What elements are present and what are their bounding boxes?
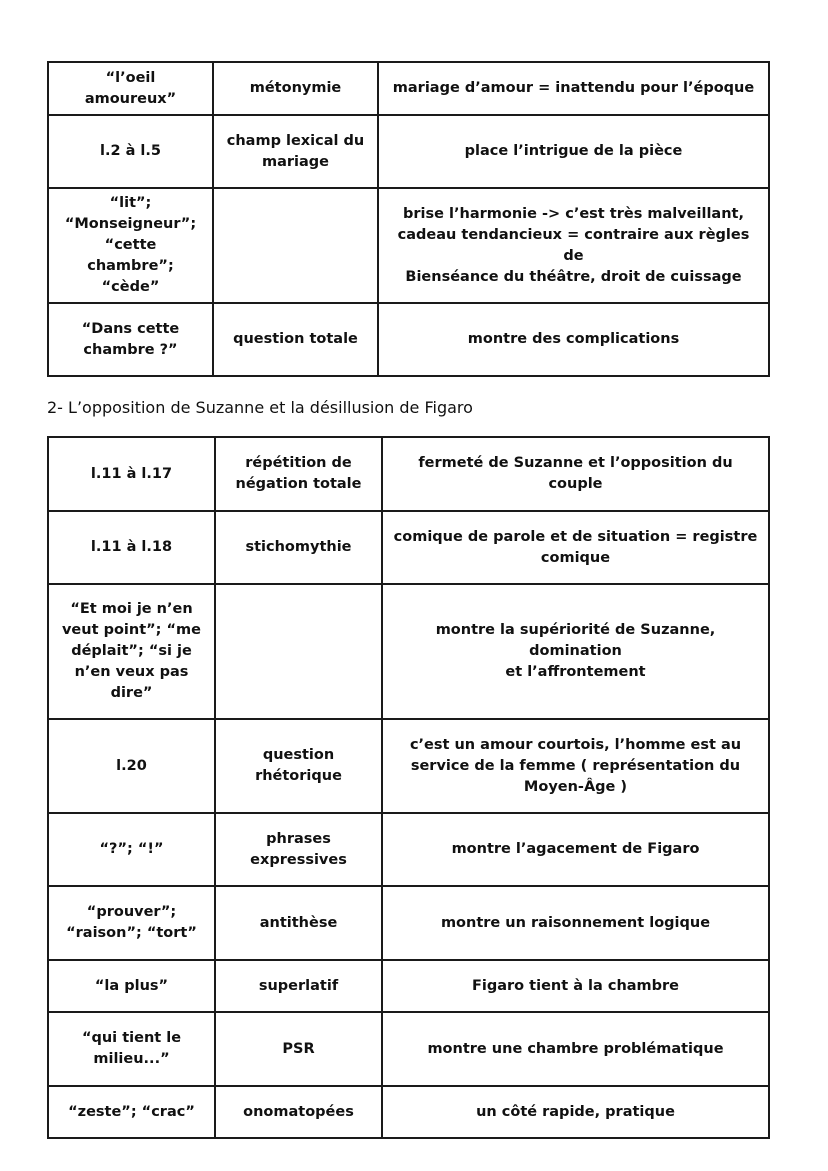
procede-cell: phrases expressives bbox=[215, 813, 382, 886]
effet-cell: montre des complications bbox=[378, 303, 769, 376]
procede-cell: superlatif bbox=[215, 960, 382, 1012]
procede-cell: question totale bbox=[213, 303, 378, 376]
procede-cell: stichomythie bbox=[215, 511, 382, 584]
table-row bbox=[48, 960, 769, 1012]
quote-cell: “qui tient le milieu...” bbox=[48, 1012, 215, 1086]
effet-cell: mariage d’amour = inattendu pour l’époque bbox=[378, 62, 769, 115]
effet-cell: c’est un amour courtois, l’homme est au service de la femme ( représentation du Moyen-Âge ) bbox=[382, 719, 769, 813]
table-row bbox=[48, 511, 769, 584]
section-heading: 2- L’opposition de Suzanne et la désillusion de Figaro bbox=[47, 398, 473, 417]
quote-cell: l.2 à l.5 bbox=[48, 115, 213, 188]
effet-cell: montre l’agacement de Figaro bbox=[382, 813, 769, 886]
quote-cell: “lit”; “Monseigneur”; “cette chambre”; “cède” bbox=[48, 188, 213, 303]
procede-cell: question rhétorique bbox=[215, 719, 382, 813]
effet-cell: brise l’harmonie -> c’est très malveillant, cadeau tendancieux = contraire aux règles de Bienséance du théâtre, droit de cuissage bbox=[378, 188, 769, 303]
quote-cell: l.11 à l.18 bbox=[48, 511, 215, 584]
table-row bbox=[48, 813, 769, 886]
effet-cell: un côté rapide, pratique bbox=[382, 1086, 769, 1138]
effet-cell: Figaro tient à la chambre bbox=[382, 960, 769, 1012]
quote-cell: “zeste”; “crac” bbox=[48, 1086, 215, 1138]
effet-cell: place l’intrigue de la pièce bbox=[378, 115, 769, 188]
quote-cell: “Et moi je n’en veut point”; “me déplait”; “si je n’en veux pas dire” bbox=[48, 584, 215, 719]
table-row bbox=[48, 303, 769, 376]
procede-cell bbox=[213, 188, 378, 303]
table-row bbox=[48, 188, 769, 303]
procede-cell bbox=[215, 584, 382, 719]
effet-cell: fermeté de Suzanne et l’opposition du couple bbox=[382, 437, 769, 511]
analysis-table-1 bbox=[47, 61, 770, 377]
quote-cell: l.20 bbox=[48, 719, 215, 813]
effet-cell: comique de parole et de situation = registre comique bbox=[382, 511, 769, 584]
table-row bbox=[48, 886, 769, 960]
quote-cell: “Dans cette chambre ?” bbox=[48, 303, 213, 376]
table-row bbox=[48, 584, 769, 719]
procede-cell: PSR bbox=[215, 1012, 382, 1086]
analysis-table-2 bbox=[47, 436, 770, 1139]
table-row bbox=[48, 719, 769, 813]
quote-cell: “prouver”; “raison”; “tort” bbox=[48, 886, 215, 960]
quote-cell: “l’oeil amoureux” bbox=[48, 62, 213, 115]
effet-cell: montre un raisonnement logique bbox=[382, 886, 769, 960]
effet-cell: montre la supériorité de Suzanne, domination et l’affrontement bbox=[382, 584, 769, 719]
table-row bbox=[48, 1086, 769, 1138]
procede-cell: antithèse bbox=[215, 886, 382, 960]
effet-cell: montre une chambre problématique bbox=[382, 1012, 769, 1086]
procede-cell: champ lexical du mariage bbox=[213, 115, 378, 188]
procede-cell: répétition de négation totale bbox=[215, 437, 382, 511]
procede-cell: métonymie bbox=[213, 62, 378, 115]
table-row bbox=[48, 62, 769, 115]
table-row bbox=[48, 437, 769, 511]
quote-cell: “?”; “!” bbox=[48, 813, 215, 886]
quote-cell: “la plus” bbox=[48, 960, 215, 1012]
procede-cell: onomatopées bbox=[215, 1086, 382, 1138]
table-row bbox=[48, 115, 769, 188]
table-row bbox=[48, 1012, 769, 1086]
quote-cell: l.11 à l.17 bbox=[48, 437, 215, 511]
